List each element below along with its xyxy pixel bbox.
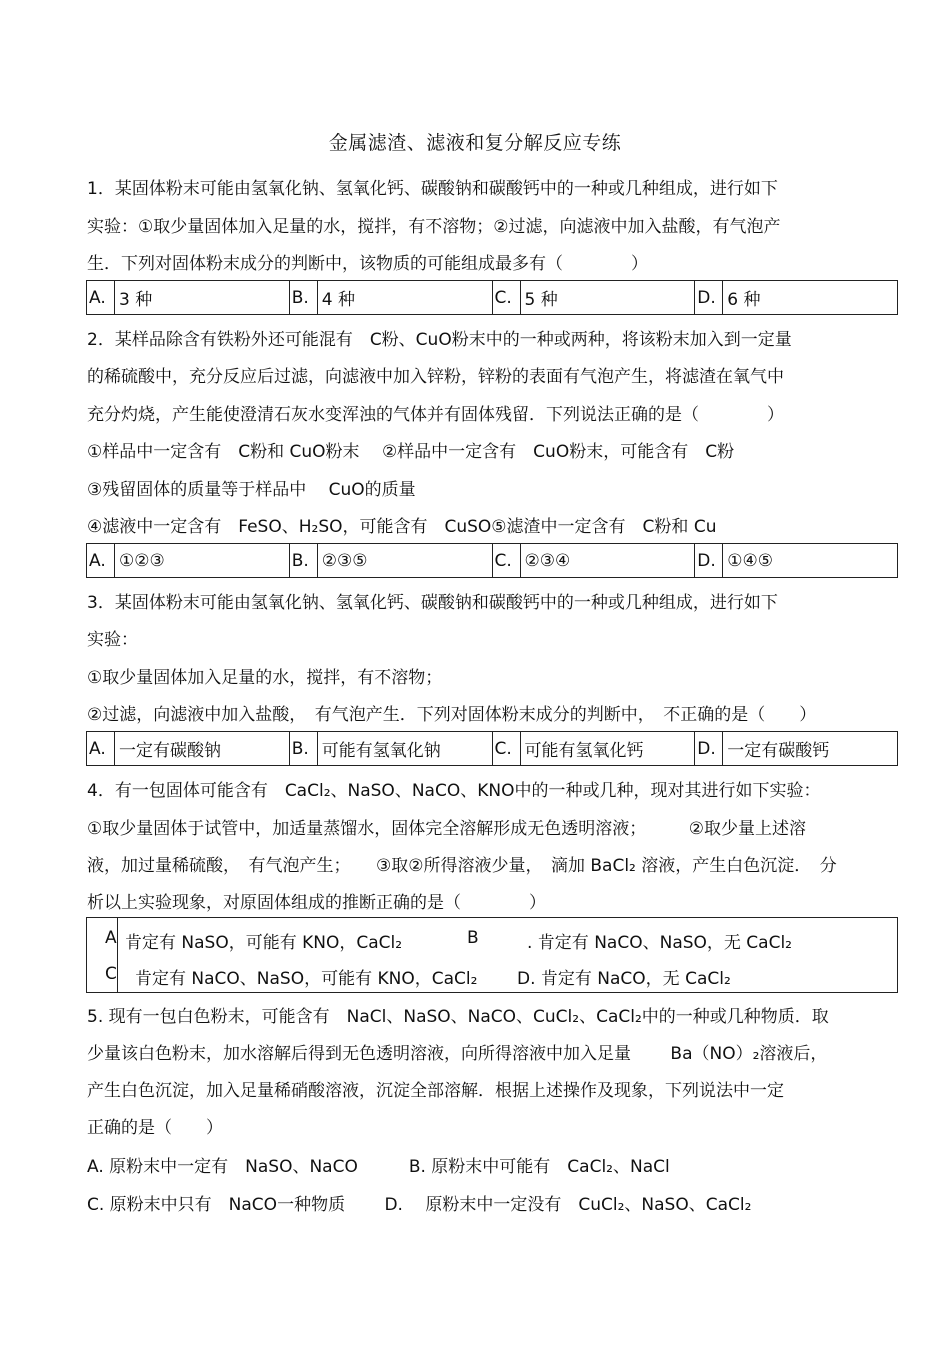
- option-letter: D.: [695, 544, 723, 577]
- q4-line-2: ①取少量固体于试管中，加适量蒸馏水，固体完全溶解形成无色透明溶液； ②取少量上述溶: [87, 819, 806, 839]
- q4-line-4: 析以上实验现象，对原固体组成的推断正确的是（ ）: [87, 893, 546, 913]
- option-letter: B.: [290, 544, 318, 577]
- option-letter: A.: [87, 544, 115, 577]
- q2-line-1: 2．某样品除含有铁粉外还可能混有 C粉、CuO粉末中的一种或两种，将该粉末加入到一定量: [87, 330, 792, 350]
- q2-line-3: 充分灼烧，产生能使澄清石灰水变浑浊的气体并有固体残留．下列说法正确的是（ ）: [87, 405, 784, 425]
- q1-option-d[interactable]: [694, 280, 898, 315]
- q2-option-d[interactable]: [694, 543, 898, 578]
- option-letter: D.: [695, 281, 723, 314]
- option-letter: C.: [493, 281, 521, 314]
- divider: [117, 918, 118, 992]
- option-text: 可能有氢氧化钙: [524, 741, 644, 761]
- q4-option-b-text[interactable]: . 肯定有 NaCO、NaSO，无 CaCl₂: [527, 933, 793, 953]
- q2-option-c[interactable]: [492, 543, 695, 578]
- option-text: 一定有碳酸钠: [119, 741, 221, 761]
- q5-options-ab[interactable]: A. 原粉末中一定有 NaSO、NaCO B. 原粉末中可能有 CaCl₂、NaCl: [87, 1157, 670, 1177]
- option-letter: C.: [493, 732, 521, 765]
- option-text: ②③④: [524, 550, 571, 571]
- option-text: 6 种: [727, 290, 761, 310]
- option-letter: B.: [290, 281, 318, 314]
- option-letter: C.: [493, 544, 521, 577]
- option-text: ①④⑤: [727, 550, 773, 571]
- q5-options-cd[interactable]: C. 原粉末中只有 NaCO一种物质 D. 原粉末中一定没有 CuCl₂、NaSO、CaCl₂: [87, 1195, 752, 1215]
- q3-option-a[interactable]: [86, 731, 289, 766]
- q3-line-2: 实验：: [87, 630, 138, 650]
- q1-option-a[interactable]: [86, 280, 289, 315]
- option-letter: A.: [87, 732, 115, 765]
- q5-line-4: 正确的是（ ）: [87, 1118, 223, 1138]
- option-text: ②③⑤: [321, 550, 368, 571]
- q3-option-b[interactable]: [289, 731, 492, 766]
- q3-option-d[interactable]: [694, 731, 898, 766]
- q4-option-c-text[interactable]: 肯定有 NaCO、NaSO，可能有 KNO，CaCl₂: [135, 969, 478, 989]
- q4-line-3: 液，加过量稀硫酸， 有气泡产生； ③取②所得溶液少量， 滴加 BaCl₂ 溶液，产生白色沉淀． 分: [87, 856, 837, 876]
- q1-line-3: 生．下列对固体粉末成分的判断中，该物质的可能组成最多有（ ）: [87, 254, 648, 274]
- q1-options: [86, 280, 898, 315]
- q4-option-c-letter[interactable]: C: [105, 964, 117, 984]
- option-text: 一定有碳酸钙: [727, 741, 830, 761]
- q3-option-c[interactable]: [492, 731, 695, 766]
- q2-options: [86, 543, 898, 578]
- q4-options: [86, 917, 898, 993]
- q2-line-2: 的稀硫酸中，充分反应后过滤，向滤液中加入锌粉，锌粉的表面有气泡产生，将滤渣在氧气中: [87, 367, 784, 387]
- q3-line-4: ②过滤，向滤液中加入盐酸， 有气泡产生．下列对固体粉末成分的判断中， 不正确的是（ ）: [87, 705, 817, 725]
- option-letter: B.: [290, 732, 318, 765]
- q2-option-b[interactable]: [289, 543, 492, 578]
- option-text: 5 种: [524, 290, 558, 310]
- q3-line-3: ①取少量固体加入足量的水，搅拌，有不溶物；: [87, 668, 443, 688]
- q5-line-3: 产生白色沉淀，加入足量稀硝酸溶液，沉淀全部溶解．根据上述操作及现象，下列说法中一定: [87, 1081, 784, 1101]
- q2-line-5: ③残留固体的质量等于样品中 CuO的质量: [87, 480, 416, 500]
- option-letter: A.: [87, 281, 115, 314]
- q4-option-d-text[interactable]: D. 肯定有 NaCO，无 CaCl₂: [517, 969, 731, 989]
- q4-option-a-letter[interactable]: A: [105, 928, 117, 948]
- q4-line-1: 4．有一包固体可能含有 CaCl₂、NaSO、NaCO、KNO中的一种或几种，现对其进行如下实验：: [87, 781, 821, 801]
- q4-option-b-letter[interactable]: B: [467, 928, 479, 948]
- option-text: ①②③: [119, 550, 165, 571]
- q1-line-2: 实验：①取少量固体加入足量的水，搅拌，有不溶物；②过滤，向滤液中加入盐酸，有气泡产: [87, 217, 781, 237]
- q5-line-1: 5. 现有一包白色粉末，可能含有 NaCl、NaSO、NaCO、CuCl₂、CaCl₂中的一种或几种物质．取: [87, 1007, 829, 1027]
- option-text: 可能有氢氧化钠: [321, 741, 441, 761]
- option-text: 3 种: [119, 290, 153, 310]
- q2-line-6: ④滤液中一定含有 FeSO、H₂SO，可能含有 CuSO⑤滤渣中一定含有 C粉和 Cu: [87, 517, 717, 537]
- q2-line-4: ①样品中一定含有 C粉和 CuO粉末 ②样品中一定含有 CuO粉末，可能含有 C粉: [87, 442, 735, 462]
- q2-option-a[interactable]: [86, 543, 289, 578]
- q1-option-b[interactable]: [289, 280, 492, 315]
- q1-option-c[interactable]: [492, 280, 695, 315]
- q3-options: [86, 731, 898, 766]
- q4-option-a-text[interactable]: 肯定有 NaSO，可能有 KNO，CaCl₂: [125, 933, 403, 953]
- q1-line-1: 1．某固体粉末可能由氢氧化钠、氢氧化钙、碳酸钠和碳酸钙中的一种或几种组成，进行如下: [87, 179, 778, 199]
- option-letter: D.: [695, 732, 723, 765]
- page-title: 金属滤渣、滤液和复分解反应专练: [328, 132, 622, 154]
- q3-line-1: 3．某固体粉末可能由氢氧化钠、氢氧化钙、碳酸钠和碳酸钙中的一种或几种组成，进行如下: [87, 593, 778, 613]
- q5-line-2: 少量该白色粉末，加水溶解后得到无色透明溶液，向所得溶液中加入足量 Ba（NO）₂溶液后，: [87, 1044, 828, 1064]
- option-text: 4 种: [321, 290, 355, 310]
